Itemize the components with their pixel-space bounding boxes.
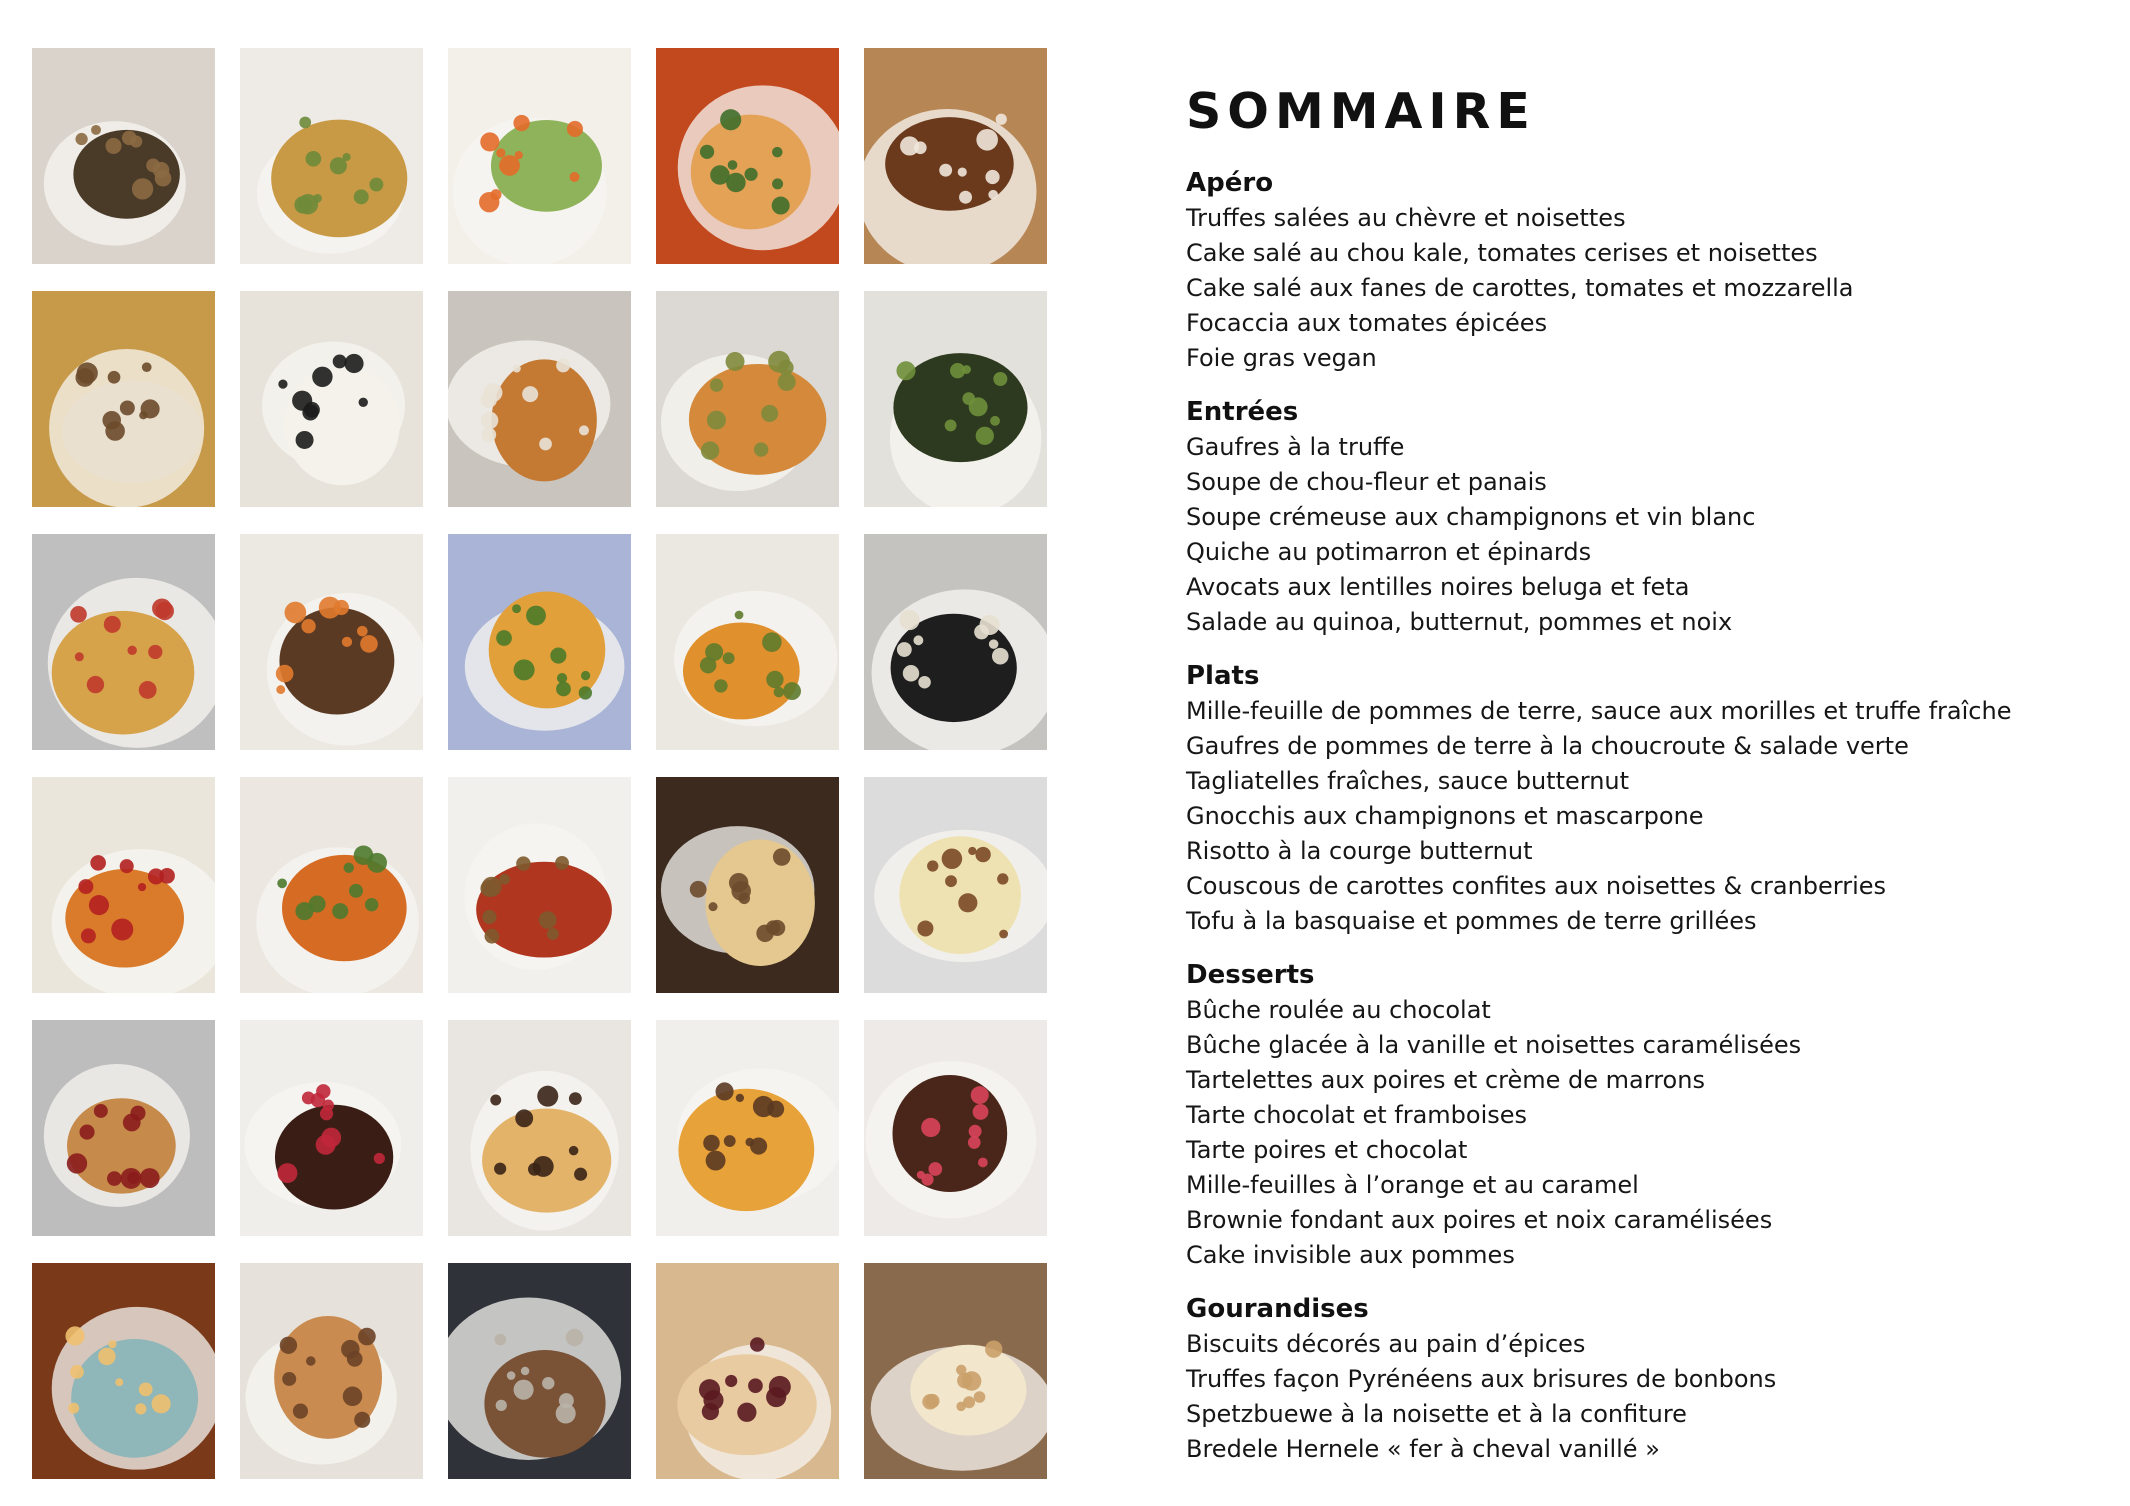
food-photo-image: [32, 1263, 215, 1479]
toc-section: [1186, 395, 2086, 640]
recipe-item: Cake invisible aux pommes: [1186, 1241, 1515, 1269]
food-photo-image: [864, 291, 1047, 507]
food-photo-image: [240, 777, 423, 993]
recipe-item: Tartelettes aux poires et crème de marrons: [1186, 1066, 1705, 1094]
food-photo-image: [240, 48, 423, 264]
recipe-photo: [32, 777, 215, 993]
recipe-list: [1186, 694, 2086, 939]
recipe-photo: [864, 291, 1047, 507]
recipe-photo: [448, 48, 631, 264]
section-heading: Desserts: [1186, 960, 1315, 990]
recipe-photo: [448, 777, 631, 993]
food-photo-image: [448, 534, 631, 750]
recipe-item: Truffes salées au chèvre et noisettes: [1186, 204, 1626, 232]
toc-section: [1186, 659, 2086, 939]
recipe-list: [1186, 430, 2086, 640]
recipe-item: Mille-feuille de pommes de terre, sauce aux morilles et truffe fraîche: [1186, 697, 2012, 725]
recipe-item: Quiche au potimarron et épinards: [1186, 538, 1592, 566]
recipe-item: Brownie fondant aux poires et noix caramélisées: [1186, 1206, 1773, 1234]
recipe-item: Bredele Hernele « fer à cheval vanillé »: [1186, 1435, 1660, 1463]
recipe-item: Soupe crémeuse aux champignons et vin blanc: [1186, 503, 1756, 531]
page-title: SOMMAIRE: [1186, 83, 1536, 140]
recipe-item: Gaufres de pommes de terre à la choucroute & salade verte: [1186, 732, 1909, 760]
recipe-photo: [32, 1263, 215, 1479]
food-photo-image: [864, 777, 1047, 993]
food-photo-image: [32, 291, 215, 507]
recipe-item: Spetzbuewe à la noisette et à la confiture: [1186, 1400, 1687, 1428]
food-photo-image: [32, 534, 215, 750]
food-photo-image: [240, 1263, 423, 1479]
recipe-photo: [32, 48, 215, 264]
recipe-photo: [656, 1263, 839, 1479]
recipe-item: Cake salé aux fanes de carottes, tomates et mozzarella: [1186, 274, 1854, 302]
section-heading: Apéro: [1186, 168, 1274, 198]
recipe-item: Salade au quinoa, butternut, pommes et noix: [1186, 608, 1733, 636]
food-photo-image: [656, 534, 839, 750]
section-heading: Plats: [1186, 661, 1260, 691]
recipe-photo: [864, 48, 1047, 264]
food-photo-image: [448, 1020, 631, 1236]
recipe-photo: [240, 1263, 423, 1479]
recipe-photo-grid: [32, 48, 1047, 1479]
recipe-item: Foie gras vegan: [1186, 344, 1377, 372]
food-photo-image: [448, 1263, 631, 1479]
food-photo-image: [656, 48, 839, 264]
recipe-photo: [656, 534, 839, 750]
recipe-photo: [240, 777, 423, 993]
recipe-list: [1186, 1327, 2086, 1467]
recipe-item: Tofu à la basquaise et pommes de terre grillées: [1186, 907, 1757, 935]
food-photo-image: [240, 1020, 423, 1236]
recipe-photo: [864, 534, 1047, 750]
food-photo-image: [32, 1020, 215, 1236]
recipe-item: Bûche roulée au chocolat: [1186, 996, 1491, 1024]
toc-section: [1186, 166, 2086, 376]
food-photo-image: [656, 291, 839, 507]
recipe-item: Risotto à la courge butternut: [1186, 837, 1533, 865]
recipe-item: Couscous de carottes confites aux noisettes & cranberries: [1186, 872, 1887, 900]
food-photo-image: [864, 1020, 1047, 1236]
table-of-contents: [1186, 82, 2086, 1486]
recipe-photo: [864, 1020, 1047, 1236]
food-photo-image: [864, 48, 1047, 264]
recipe-photo: [240, 48, 423, 264]
recipe-photo: [32, 291, 215, 507]
recipe-item: Tarte poires et chocolat: [1186, 1136, 1468, 1164]
recipe-list: [1186, 201, 2086, 376]
recipe-photo: [448, 534, 631, 750]
recipe-photo: [240, 1020, 423, 1236]
recipe-item: Soupe de chou-fleur et panais: [1186, 468, 1547, 496]
recipe-item: Bûche glacée à la vanille et noisettes caramélisées: [1186, 1031, 1802, 1059]
food-photo-image: [240, 291, 423, 507]
recipe-photo: [656, 777, 839, 993]
food-photo-image: [448, 777, 631, 993]
food-photo-image: [656, 1263, 839, 1479]
food-photo-image: [32, 777, 215, 993]
recipe-photo: [656, 291, 839, 507]
recipe-photo: [32, 534, 215, 750]
food-photo-image: [240, 534, 423, 750]
recipe-item: Tagliatelles fraîches, sauce butternut: [1186, 767, 1630, 795]
recipe-list: [1186, 993, 2086, 1273]
recipe-item: Cake salé au chou kale, tomates cerises et noisettes: [1186, 239, 1818, 267]
food-photo-image: [864, 1263, 1047, 1479]
toc-section: [1186, 958, 2086, 1273]
recipe-item: Gnocchis aux champignons et mascarpone: [1186, 802, 1704, 830]
recipe-photo: [656, 48, 839, 264]
recipe-photo: [448, 291, 631, 507]
recipe-item: Avocats aux lentilles noires beluga et feta: [1186, 573, 1690, 601]
food-photo-image: [656, 777, 839, 993]
recipe-photo: [240, 291, 423, 507]
recipe-item: Gaufres à la truffe: [1186, 433, 1405, 461]
recipe-photo: [32, 1020, 215, 1236]
recipe-photo: [656, 1020, 839, 1236]
food-photo-image: [32, 48, 215, 264]
section-heading: Entrées: [1186, 397, 1299, 427]
recipe-item: Biscuits décorés au pain d’épices: [1186, 1330, 1586, 1358]
recipe-photo: [448, 1263, 631, 1479]
section-heading: Gourandises: [1186, 1294, 1369, 1324]
toc-sections: [1186, 166, 2086, 1467]
recipe-item: Focaccia aux tomates épicées: [1186, 309, 1548, 337]
recipe-item: Mille-feuilles à l’orange et au caramel: [1186, 1171, 1639, 1199]
toc-section: [1186, 1292, 2086, 1467]
food-photo-image: [864, 534, 1047, 750]
food-photo-image: [448, 291, 631, 507]
recipe-item: Tarte chocolat et framboises: [1186, 1101, 1528, 1129]
recipe-photo: [448, 1020, 631, 1236]
recipe-item: Truffes façon Pyrénéens aux brisures de bonbons: [1186, 1365, 1777, 1393]
recipe-photo: [864, 777, 1047, 993]
food-photo-image: [656, 1020, 839, 1236]
food-photo-image: [448, 48, 631, 264]
recipe-photo: [240, 534, 423, 750]
recipe-photo: [864, 1263, 1047, 1479]
